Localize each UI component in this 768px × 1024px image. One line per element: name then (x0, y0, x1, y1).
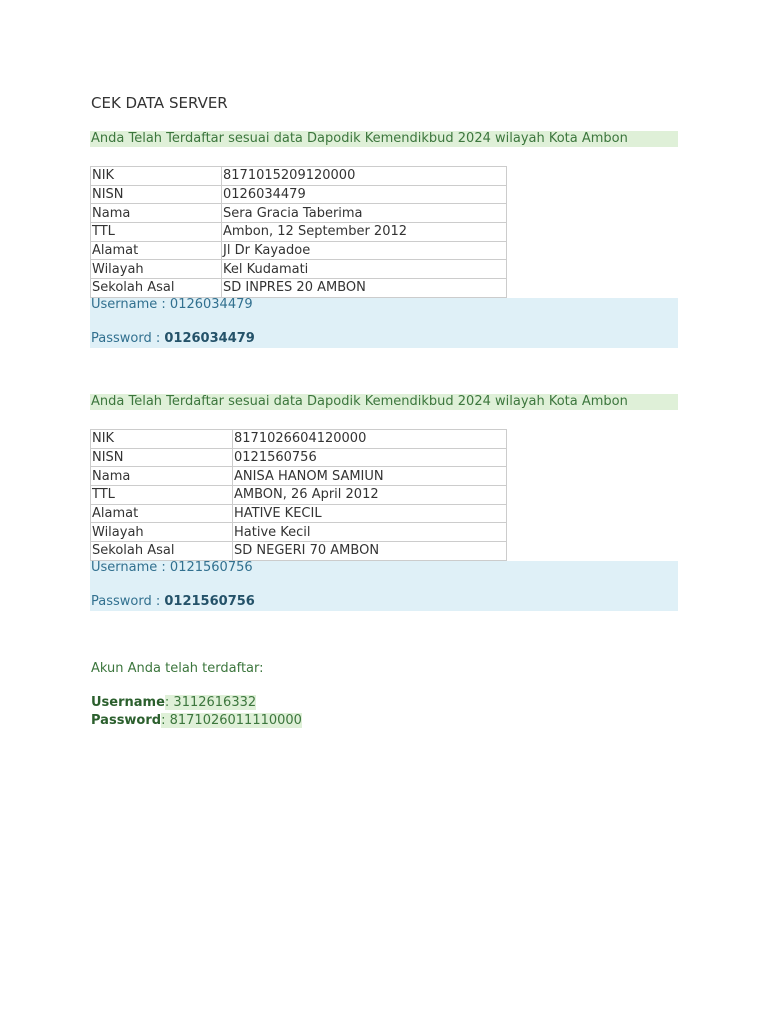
registration-notice (90, 394, 678, 410)
field-value: 8171026604120000 (233, 430, 507, 449)
username-line (91, 560, 253, 576)
password-value: 0126034479 (164, 331, 255, 346)
notice-text: Anda Telah Terdaftar sesuai data Dapodik Kemendikbud 2024 wilayah Kota Ambon (91, 131, 628, 146)
field-value: HATIVE KECIL (233, 504, 507, 523)
username-line (91, 297, 253, 313)
field-value: AMBON, 26 April 2012 (233, 486, 507, 505)
field-label: Alamat (91, 241, 222, 260)
account-username-line (91, 695, 256, 711)
registration-notice (90, 131, 678, 147)
account-password-value: : 8171026011110000 (161, 713, 302, 728)
notice-text: Anda Telah Terdaftar sesuai data Dapodik Kemendikbud 2024 wilayah Kota Ambon (91, 394, 628, 409)
table-row (91, 448, 507, 467)
table-row (91, 467, 507, 486)
table-row (91, 486, 507, 505)
table-row (91, 241, 507, 260)
password-line (91, 331, 255, 347)
account-intro: Akun Anda telah terdaftar: (91, 661, 264, 676)
field-label: NIK (91, 167, 222, 186)
table-row (91, 504, 507, 523)
account-password-line (91, 713, 302, 729)
field-label: Nama (91, 204, 222, 223)
field-value: ANISA HANOM SAMIUN (233, 467, 507, 486)
field-value: 0121560756 (233, 448, 507, 467)
field-value: SD INPRES 20 AMBON (222, 279, 507, 298)
table-row (91, 430, 507, 449)
student-data-table (90, 429, 507, 561)
password-line (91, 594, 255, 610)
password-label: Password : (91, 331, 165, 346)
table-row (91, 185, 507, 204)
page-title: CEK DATA SERVER (91, 94, 228, 112)
field-label: TTL (91, 223, 222, 242)
table-row (91, 260, 507, 279)
field-label: Sekolah Asal (91, 279, 222, 298)
field-label: Nama (91, 467, 233, 486)
field-label: Wilayah (91, 523, 233, 542)
field-label: TTL (91, 486, 233, 505)
field-value: SD NEGERI 70 AMBON (233, 542, 507, 561)
table-row (91, 279, 507, 298)
password-value: 0121560756 (164, 594, 255, 609)
account-password-label: Password (91, 713, 162, 728)
field-value: 0126034479 (222, 185, 507, 204)
field-value: Ambon, 12 September 2012 (222, 223, 507, 242)
student-data-table (90, 166, 507, 298)
table-row (91, 542, 507, 561)
field-label: Alamat (91, 504, 233, 523)
password-label: Password : (91, 594, 165, 609)
username-label: Username : (91, 560, 170, 575)
field-label: NISN (91, 448, 233, 467)
field-label: NISN (91, 185, 222, 204)
credentials-box (90, 561, 678, 611)
field-value: Kel Kudamati (222, 260, 507, 279)
account-username-label: Username (91, 695, 165, 710)
username-value: 0121560756 (169, 560, 253, 575)
username-value: 0126034479 (169, 297, 253, 312)
table-row (91, 523, 507, 542)
field-label: NIK (91, 430, 233, 449)
field-value: 8171015209120000 (222, 167, 507, 186)
username-label: Username : (91, 297, 170, 312)
field-value: Jl Dr Kayadoe (222, 241, 507, 260)
field-label: Sekolah Asal (91, 542, 233, 561)
table-row (91, 223, 507, 242)
account-username-value: : 3112616332 (164, 695, 257, 710)
field-value: Hative Kecil (233, 523, 507, 542)
field-value: Sera Gracia Taberima (222, 204, 507, 223)
credentials-box (90, 298, 678, 348)
table-row (91, 167, 507, 186)
table-row (91, 204, 507, 223)
field-label: Wilayah (91, 260, 222, 279)
